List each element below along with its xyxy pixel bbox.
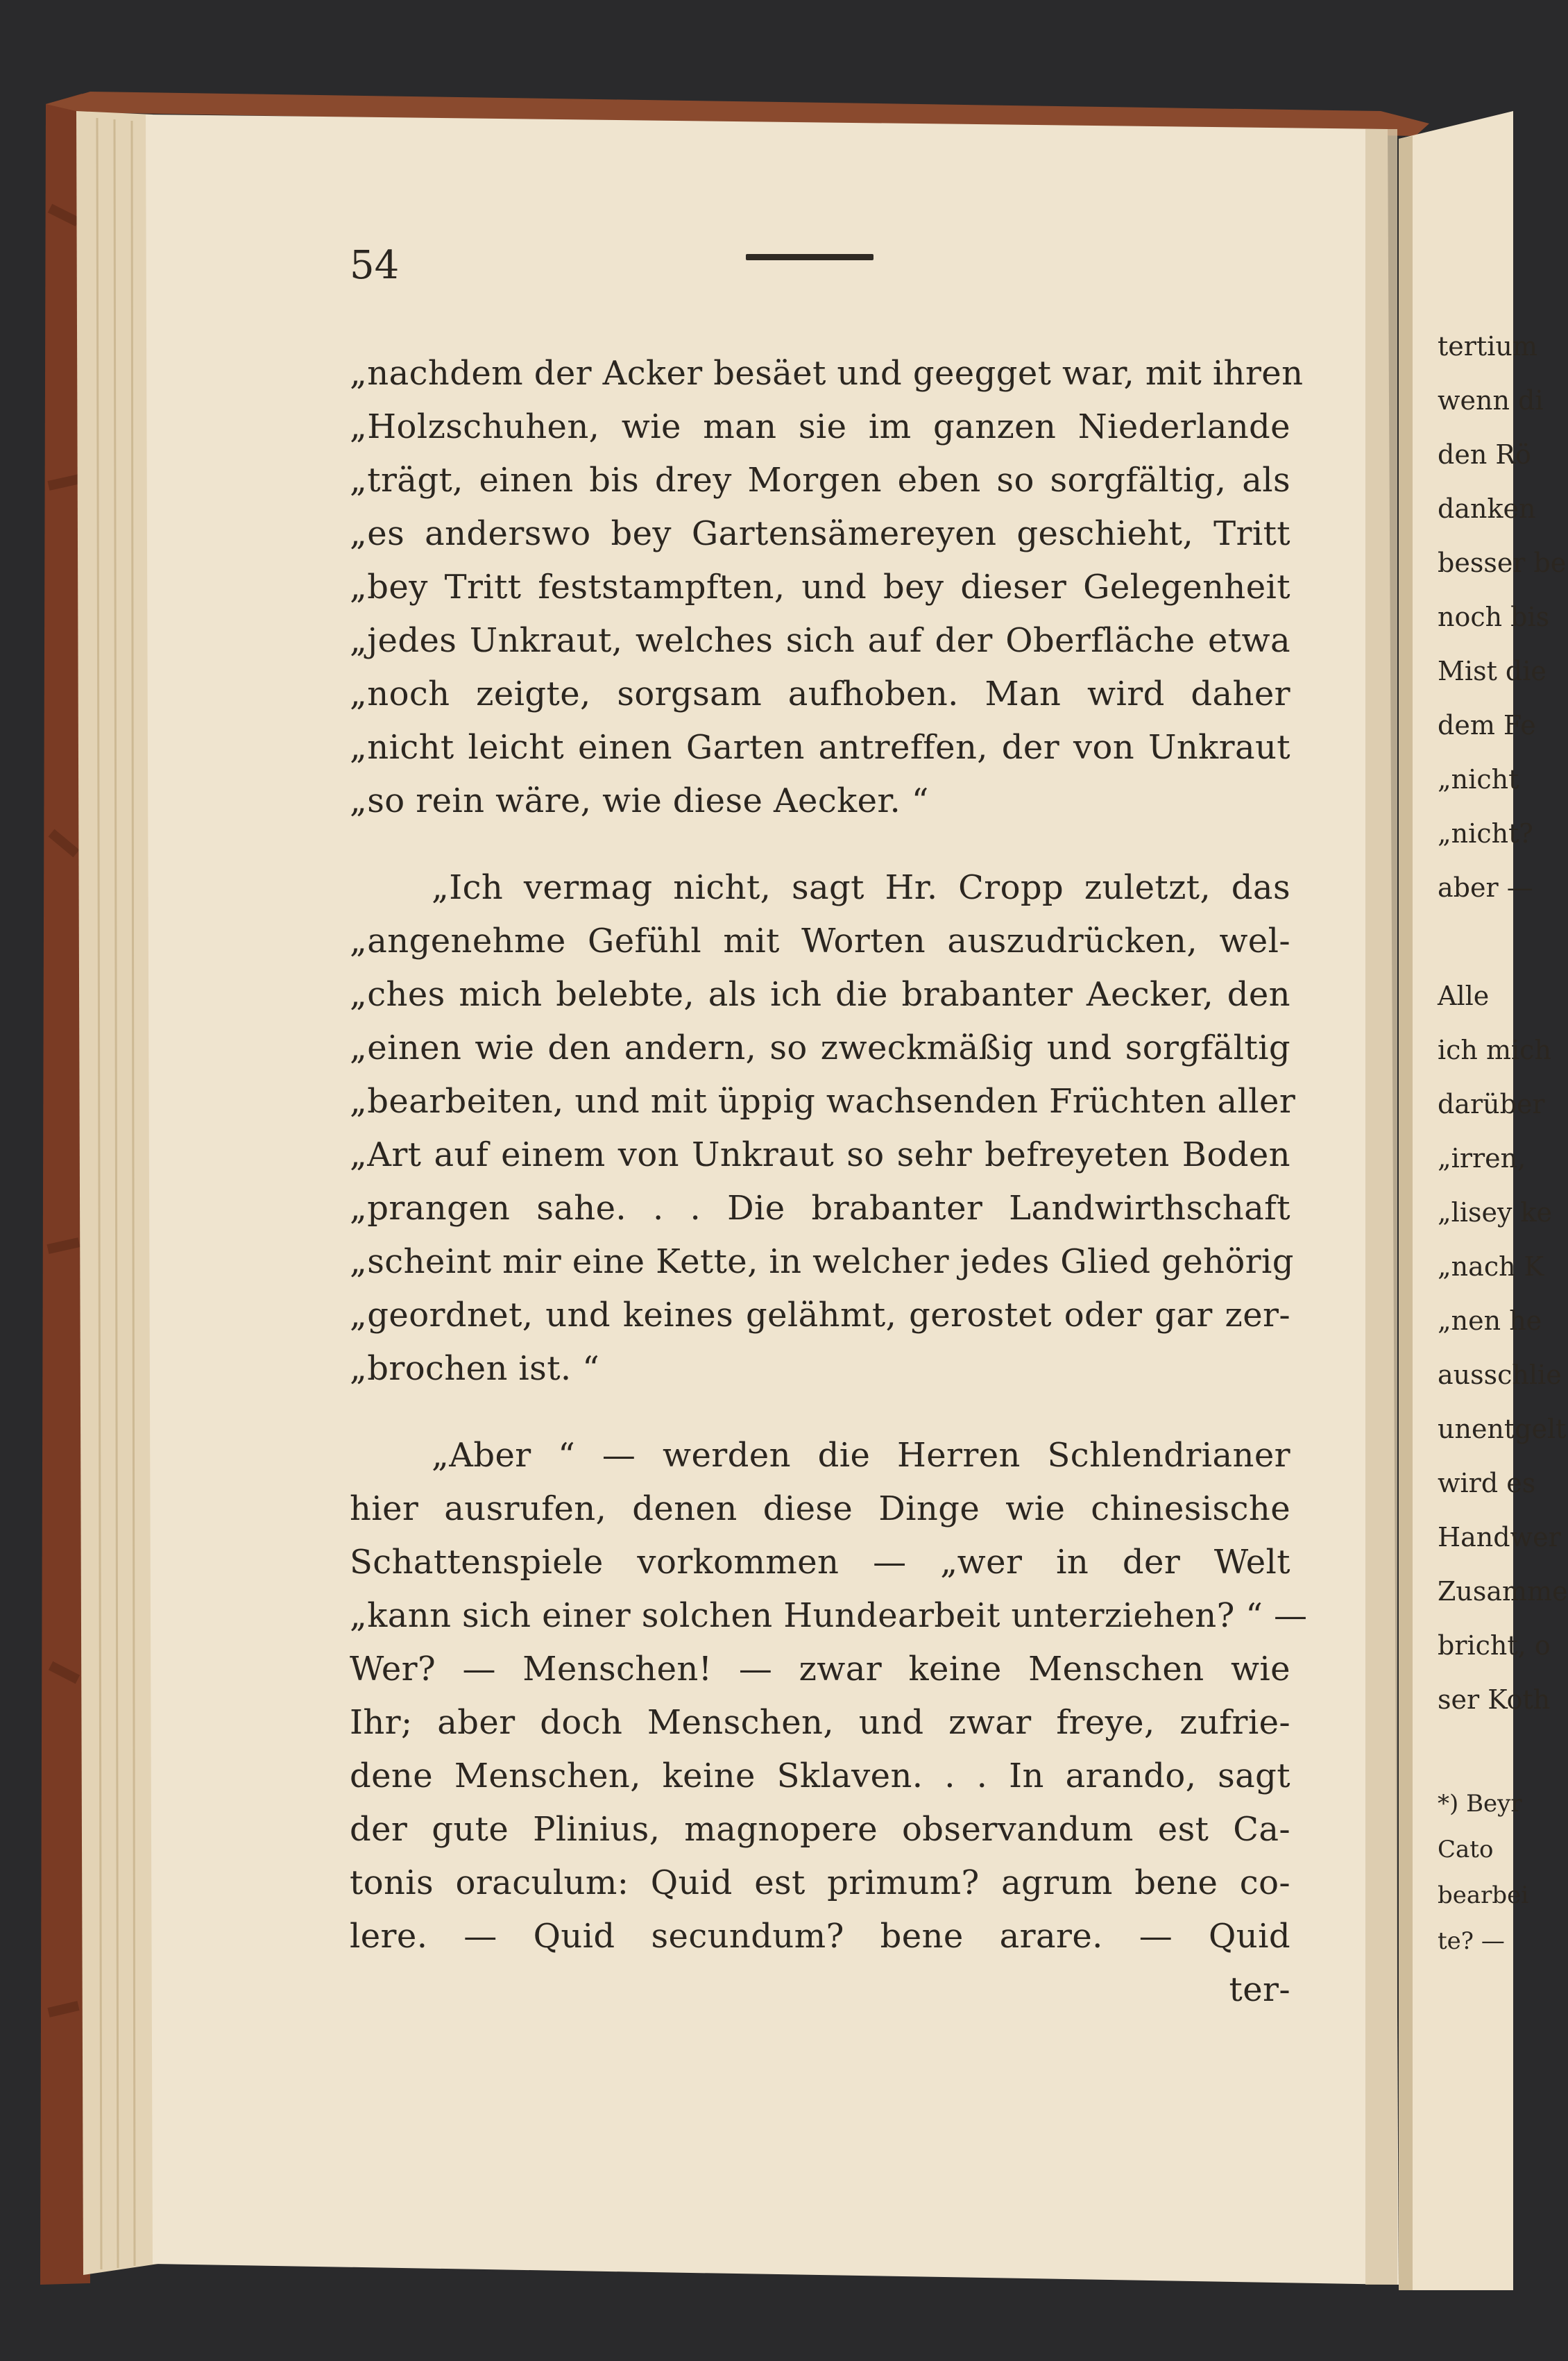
gutter-shadow bbox=[1365, 129, 1397, 2285]
text-line: „kann sich einer solchen Hundearbeit unterziehen? “ — bbox=[350, 1596, 1308, 1635]
next-page-line: Alle bbox=[1438, 981, 1490, 1011]
text-line: „so rein wäre, wie diese Aecker. “ bbox=[350, 781, 929, 820]
next-page-line: wird es bbox=[1438, 1468, 1536, 1498]
next-page-line: tertium bbox=[1438, 331, 1537, 362]
text-line: „Art auf einem von Unkraut so sehr befreyeten Boden bbox=[350, 1135, 1290, 1174]
text-line: der gute Plinius, magnopere observandum est Ca- bbox=[350, 1810, 1290, 1849]
text-line: „trägt, einen bis drey Morgen eben so sorgfältig, als bbox=[350, 461, 1290, 500]
text-line: „einen wie den andern, so zweckmäßig und sorgfältig bbox=[350, 1029, 1290, 1067]
next-page-line bbox=[1438, 915, 1513, 969]
text-line: „angenehme Gefühl mit Worten auszudrücken, wel- bbox=[350, 922, 1290, 961]
text-line: „ches mich belebte, als ich die brabanter Aecker, den bbox=[350, 975, 1290, 1014]
next-page-line: „nicht bbox=[1438, 764, 1519, 795]
text-line: hier ausrufen, denen diese Dinge wie chinesische bbox=[350, 1489, 1290, 1528]
text-line: „Ich vermag nicht, sagt Hr. Cropp zuletzt, das bbox=[432, 868, 1290, 907]
text-line: „Aber “ — werden die Herren Schlendrianer bbox=[432, 1436, 1290, 1475]
next-page-line: wenn di bbox=[1438, 385, 1544, 416]
next-page-line: „irren, bbox=[1438, 1143, 1526, 1174]
next-page-footnote-line: bearbei bbox=[1438, 1881, 1529, 1909]
next-page-line: „nach K bbox=[1438, 1251, 1544, 1282]
right-page-shadow bbox=[1399, 136, 1413, 2290]
next-page-line: aber — bbox=[1438, 872, 1533, 903]
text-line: Schattenspiele vorkommen — „wer in der Welt bbox=[350, 1543, 1290, 1582]
next-page-line: ser Koth bbox=[1438, 1684, 1551, 1715]
text-line: „scheint mir eine Kette, in welcher jedes Glied gehörig bbox=[350, 1242, 1294, 1281]
next-page-gap bbox=[1438, 1727, 1513, 1781]
next-page-footnote-line: *) Beyr bbox=[1438, 1790, 1522, 1818]
next-page-line: ich mich bbox=[1438, 1035, 1551, 1065]
next-page-line: „nicht? bbox=[1438, 818, 1533, 849]
next-page-line: „nen he bbox=[1438, 1305, 1542, 1336]
text-line: Wer? — Menschen! — zwar keine Menschen wie bbox=[350, 1650, 1290, 1689]
text-line: „jedes Unkraut, welches sich auf der Oberfläche etwa bbox=[350, 621, 1290, 660]
paragraph-gap bbox=[350, 1396, 1290, 1429]
next-page-line: darüber bbox=[1438, 1089, 1545, 1119]
text-line: Ihr; aber doch Menschen, und zwar freye, zufrie- bbox=[350, 1703, 1290, 1742]
next-page-line: ausschlie bbox=[1438, 1360, 1562, 1390]
text-line: lere. — Quid secundum? bene arare. — Quid bbox=[350, 1917, 1290, 1956]
text-line: „bearbeiten, und mit üppig wachsenden Früchten aller bbox=[350, 1082, 1296, 1121]
page-text bbox=[350, 347, 1308, 2017]
text-line: „bey Tritt feststampften, und bey dieser Gelegenheit bbox=[350, 568, 1290, 607]
next-page-line: noch bis bbox=[1438, 602, 1550, 632]
header-rule bbox=[746, 254, 874, 260]
text-line: „nicht leicht einen Garten antreffen, der von Unkraut bbox=[350, 728, 1290, 767]
text-line: „prangen sahe. . . Die brabanter Landwirthschaft bbox=[350, 1189, 1290, 1228]
next-page-line: Zusamme bbox=[1438, 1576, 1568, 1607]
text-line: „noch zeigte, sorgsam aufhoben. Man wird daher bbox=[350, 675, 1290, 713]
next-page-line: danken bbox=[1438, 493, 1536, 524]
text-line: „es anderswo bey Gartensämereyen geschieht, Tritt bbox=[350, 514, 1290, 553]
next-page-line: dem Fe bbox=[1438, 710, 1536, 741]
text-line: „Holzschuhen, wie man sie im ganzen Niederlande bbox=[350, 407, 1290, 446]
next-page-line: unentgelt bbox=[1438, 1414, 1567, 1444]
next-page-line: Mist die bbox=[1438, 656, 1546, 686]
next-page-line: besser be bbox=[1438, 548, 1567, 578]
next-page-footnote-line: te? — bbox=[1438, 1927, 1505, 1955]
next-page-line: den Rö bbox=[1438, 439, 1531, 470]
next-page-line: Handwer bbox=[1438, 1522, 1561, 1552]
next-page-line: bricht, o bbox=[1438, 1630, 1551, 1661]
text-line: „geordnet, und keines gelähmt, gerostet oder gar zer- bbox=[350, 1296, 1290, 1335]
paragraph-gap bbox=[350, 828, 1290, 861]
text-line: tonis oraculum: Quid est primum? agrum bene co- bbox=[350, 1863, 1290, 1902]
next-page-fragment bbox=[1438, 319, 1568, 1964]
next-page-line: „lisey ke bbox=[1438, 1197, 1553, 1228]
text-line: dene Menschen, keine Sklaven. . . In arando, sagt bbox=[350, 1757, 1290, 1795]
page-number: 54 bbox=[350, 243, 400, 288]
text-line: „nachdem der Acker besäet und geegget war, mit ihren bbox=[350, 354, 1304, 393]
next-page-footnote-line: Cato bbox=[1438, 1836, 1494, 1863]
catchword: ter- bbox=[1229, 1970, 1290, 2009]
text-line: „brochen ist. “ bbox=[350, 1349, 600, 1388]
